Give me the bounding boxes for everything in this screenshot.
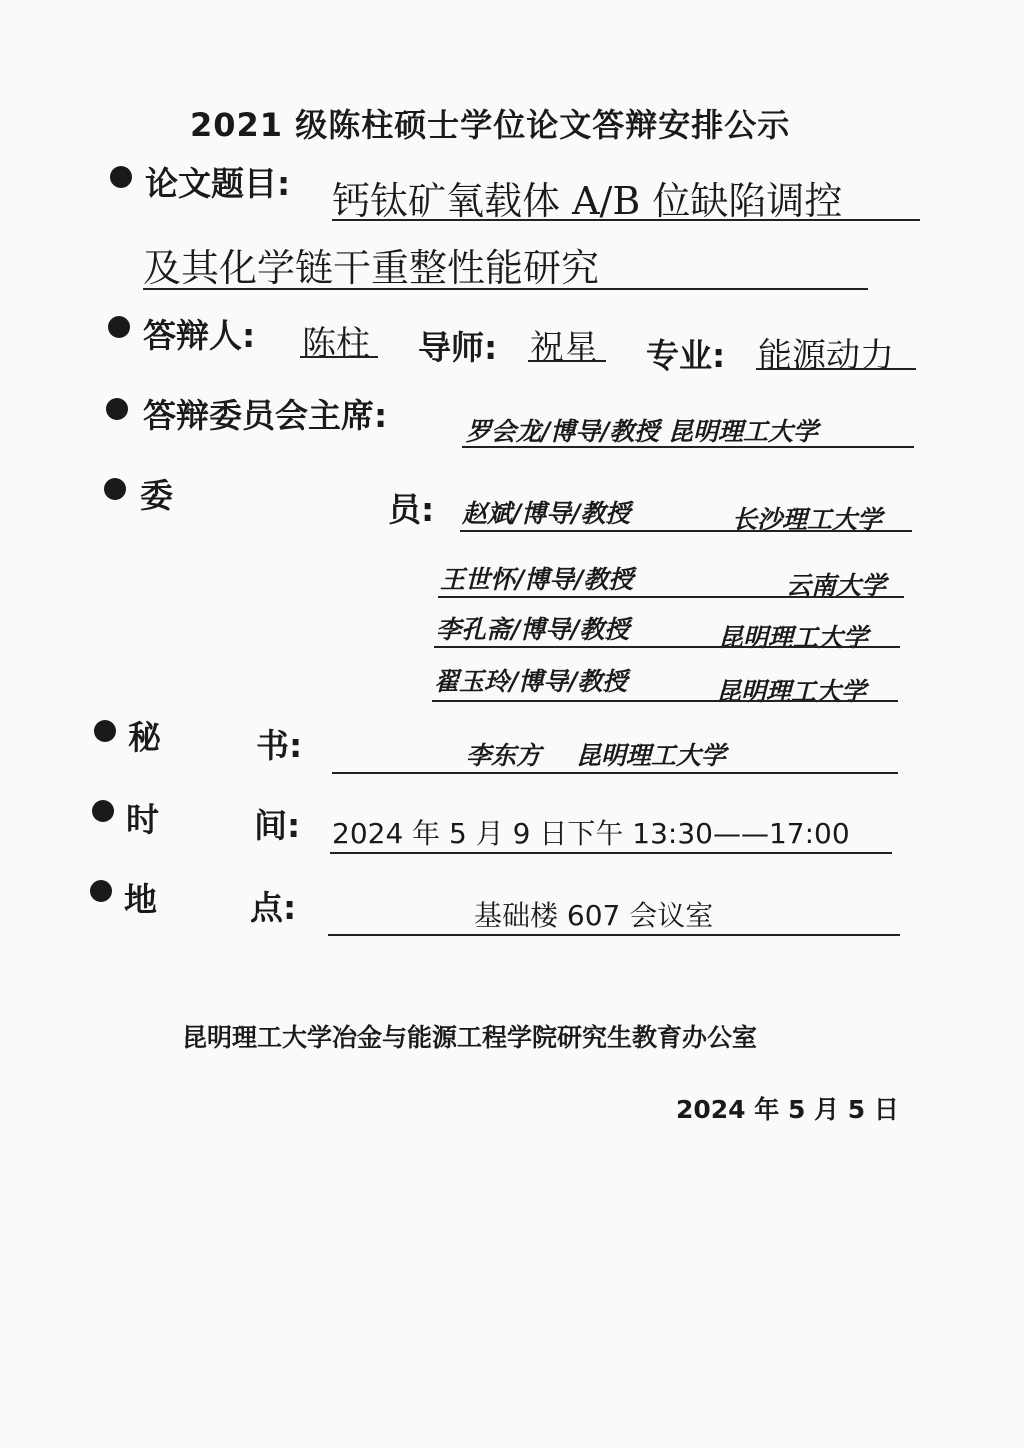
bullet-icon (104, 478, 126, 500)
major-value: 能源动力 (758, 336, 894, 376)
candidate-name: 陈柱 (302, 324, 370, 364)
thesis-title-line1: 钙钛矿氧载体 A/B 位缺陷调控 (332, 179, 843, 223)
underline (328, 934, 900, 936)
underline (300, 356, 378, 358)
issue-date: 2024 年 5 月 5 日 (676, 1095, 899, 1124)
member-name: 翟玉玲/博导/教授 (434, 667, 628, 696)
underline (143, 288, 868, 290)
thesis-title-line2: 及其化学链干重整性能研究 (143, 246, 600, 290)
underline (438, 596, 904, 598)
place-label-2: 点: (250, 888, 297, 927)
underline (332, 219, 920, 221)
members-label-2: 员: (388, 490, 435, 529)
bullet-icon (92, 800, 114, 822)
member-name: 赵斌/博导/教授 (462, 499, 631, 528)
place-label-1: 地 (124, 880, 157, 919)
secretary-value: 李东方 昆明理工大学 (466, 741, 726, 770)
bullet-icon (94, 720, 116, 742)
candidate-label: 答辩人: (143, 316, 256, 355)
major-label: 专业: (646, 336, 726, 375)
advisor-label: 导师: (418, 328, 498, 367)
time-value: 2024 年 5 月 9 日下午 13:30——17:00 (332, 817, 850, 850)
member-org: 云南大学 (786, 571, 887, 600)
bullet-icon (106, 398, 128, 420)
member-org: 昆明理工大学 (716, 677, 867, 706)
issuing-office: 昆明理工大学冶金与能源工程学院研究生教育办公室 (182, 1023, 758, 1052)
underline (756, 368, 916, 370)
member-org: 昆明理工大学 (718, 623, 869, 652)
underline (462, 446, 914, 448)
underline (460, 530, 912, 532)
thesis-label: 论文题目: (145, 164, 291, 203)
underline (434, 646, 900, 648)
page-title: 2021 级陈柱硕士学位论文答辩安排公示 (190, 106, 791, 144)
bullet-icon (110, 166, 132, 188)
underline (528, 360, 606, 362)
underline (330, 852, 892, 854)
chair-label: 答辩委员会主席: (143, 396, 388, 435)
members-label-1: 委 (140, 476, 173, 515)
time-label-2: 间: (254, 806, 301, 845)
chair-value: 罗会龙/博导/教授 昆明理工大学 (466, 417, 818, 446)
advisor-name: 祝星 (530, 328, 598, 368)
bullet-icon (108, 316, 130, 338)
bullet-icon (90, 880, 112, 902)
underline (432, 700, 898, 702)
member-org: 长沙理工大学 (732, 505, 883, 534)
member-name: 李孔斋/博导/教授 (436, 615, 630, 644)
secretary-label-1: 秘 (128, 718, 161, 757)
place-value: 基础楼 607 会议室 (474, 899, 714, 932)
secretary-label-2: 书: (256, 726, 303, 765)
member-name: 王世怀/博导/教授 (440, 565, 634, 594)
time-label-1: 时 (126, 800, 159, 839)
underline (332, 772, 898, 774)
